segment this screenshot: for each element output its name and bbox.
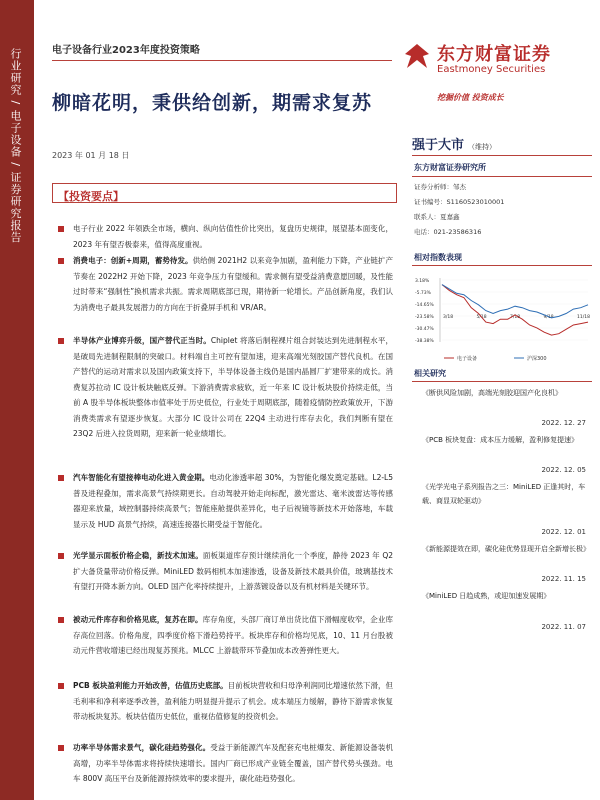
bullet-icon (58, 475, 64, 481)
index-divider (412, 265, 592, 266)
y-tick-label: -38.38% (415, 339, 434, 344)
paragraph-text: 电动化渗透率超 30%，为智能化爆发奠定基础。L2-L5 普及进程叠加，需求高景气持续期更长。自动驾驶开始走向标配，激光雷达、毫米波雷达等传感器迎来放量，域控制器持续高景气；智能座舱提供差异化，电子后视镜等新技术开始落地，车载显示及 HUD 高景气持续，高速连接器长期受益于智能化。 (73, 473, 393, 529)
paragraph-text: 电子行业 2022 年领跌全市场，横向、纵向估值性价比突出，复盘历史规律，展望基本面变化，2023 年有望否极泰来，值得高度重视。 (73, 224, 393, 249)
bullet-icon (58, 745, 64, 751)
related-divider (412, 381, 592, 382)
relative-index-chart (414, 272, 592, 372)
paragraph-bold: 汽车智能化有望接棒电动化进入黄金期。 (73, 473, 210, 482)
legend-label: 沪深300 (527, 356, 547, 362)
x-tick-label: 3/18 (443, 315, 454, 320)
bullet-icon (58, 553, 64, 559)
paragraph-5 (58, 612, 393, 659)
related-date-1: 2022. 12. 05 (541, 466, 586, 474)
rating-note: （维持） (468, 143, 497, 151)
related-item-4[interactable]: 《MiniLED 日趋成熟，或迎加速发展期》 (422, 592, 551, 600)
institute-divider (412, 176, 592, 177)
paragraph-text: Chiplet 将落后制程裸片组合封装达到先进制程水平，是破局先进制程限制的突破口。材料端自主可控有望加速，迎来高端光刻胶国产替代良机。在国产替代的运动对需求以及国内政策支持下，半导体设备主线仍是国内晶圆厂扩建带来的成长。消费复苏拉动 IC 设计板块触底反弹。下游消费需求疲软，近一年来 IC 设计板块股价持续走低，当前 A 股半导体板块整体市值率处于历史低位，行业处于周期底部，随着疫情防控政策放开，下游消费类需求有望逐步恢复。大部分 IC 设计公司在 22Q4 主动进行库存去化，我们判断有望在 23Q2 后进入拉货周期，迎来新一轮业绩增长。 (73, 336, 394, 438)
left-band (0, 0, 34, 800)
paragraph-text: 受益于新能源汽车及配套充电桩爆发、新能源设备装机高增，功率半导体需求将持续快速增长。国内厂商已形成产业链全覆盖，国产替代势头强劲。电车 800V 高压平台及新能源持续效率的要求提升，碳化硅趋势强化。 (73, 743, 394, 783)
rating-value: 强于大市 (412, 138, 465, 153)
x-tick-label: 11/18 (577, 315, 590, 320)
rating (412, 134, 496, 153)
related-title: 相关研究 (414, 369, 446, 378)
logo-mark-icon (403, 42, 431, 70)
paragraph-text: 库存角度，头部厂商订单出货比值下滑幅度收窄，企业库存高位回落。价格角度，四季度价格下滑趋势持平。板块库存和价格均见底，10、11 月台股被动元件营收增速已经出现复苏预兆。MLCC 上游载带环节叠加成本改善弹性更大。 (73, 615, 394, 655)
section-title: 【投资要点】 (58, 190, 124, 203)
legend-label: 电子设备 (457, 356, 478, 362)
related-item-2[interactable]: 《光学光电子系列报告之三：MiniLED 正逢其时，车载、商显双轮驱动》 (422, 483, 586, 505)
paragraph-6 (58, 678, 393, 725)
series-line-沪深300 (442, 285, 588, 318)
analyst: 证券分析师：邹杰 (414, 183, 466, 191)
paragraph-text: 目前板块营收和归母净利润同比增速依然下滑，但毛利率和净利率逐季改善，盈利能力明显提升提示了机会。成本端压力缓解，静待下游需求恢复带动板块复苏。板块估值历史低位，重视估值修复的投资机会。 (73, 681, 394, 721)
paragraph-bold: 半导体产业博弈升级，国产替代正当时。 (73, 336, 211, 345)
related-date-0: 2022. 12. 27 (541, 419, 586, 427)
logo-english-name: Eastmoney Securities (437, 64, 546, 75)
y-tick-label: -14.65% (415, 303, 434, 308)
logo-chinese-name: 东方财富证券 (437, 44, 551, 65)
paragraph-7 (58, 740, 393, 787)
bullet-icon (58, 258, 64, 264)
paragraph-4 (58, 548, 393, 595)
related-date-3: 2022. 11. 15 (541, 575, 586, 583)
logo-slogan: 挖掘价值 投资成长 (437, 93, 504, 102)
bullet-icon (58, 683, 64, 689)
paragraph-3 (58, 470, 393, 532)
y-tick-label: -5.73% (415, 291, 431, 296)
paragraph-0 (58, 221, 393, 252)
related-item-1[interactable]: 《PCB 板块复盘：成本压力缓解，盈利修复提速》 (422, 436, 579, 444)
related-date-2: 2022. 12. 01 (541, 528, 586, 536)
y-tick-label: -30.47% (415, 327, 434, 332)
bullet-icon (58, 617, 64, 623)
paragraph-bold: 光学显示面板价格企稳，新技术加速。 (73, 551, 203, 560)
related-item-3[interactable]: 《新能源提效在即，碳化硅优势显现开启全新增长极》 (422, 545, 590, 553)
paragraph-bold: 功率半导体需求景气，碳化硅趋势强化。 (73, 743, 211, 752)
x-tick-label: 5/18 (476, 315, 487, 320)
bullet-icon (58, 338, 64, 344)
phone: 电话：021-23586316 (414, 228, 482, 236)
related-item-0[interactable]: 《断供风险加剧，高端光刻胶迎国产化良机》 (422, 389, 562, 397)
report-subtitle: 电子设备行业2023年度投资策略 (52, 45, 200, 56)
paragraph-2 (58, 333, 393, 442)
y-tick-label: 3.18% (415, 279, 430, 284)
index-title: 相对指数表现 (414, 253, 462, 262)
paragraph-text: 供给侧 2021H2 以来竞争加剧，盈利能力下降，产业链扩产节奏在 2022H2 开始下降，2023 年竞争压力有望缓和。需求侧有望受益消费意愿回暖，及性能过时带来“强制性”换机需求共振。需求周期底部已现，期待新一轮增长。产品创新角度，我们认为消费电子最具发展潜力的方向在于折叠屏手机和 VR/AR。 (73, 256, 393, 312)
x-tick-label: 7/18 (510, 315, 521, 320)
paragraph-1 (58, 253, 393, 315)
rating-divider (412, 155, 592, 156)
institute-name: 东方财富证券研究所 (414, 163, 486, 172)
paragraph-bold: 消费电子：创新+周期，蓄势待发。 (73, 256, 193, 265)
related-date-4: 2022. 11. 07 (541, 623, 586, 631)
header-divider (52, 60, 392, 61)
report-title: 柳暗花明，秉供给创新，期需求复苏 (52, 92, 373, 114)
certificate-number: 证书编号：S1160523010001 (414, 198, 505, 206)
category-vertical-label: 行业研究 / 电子设备 / 证券研究报告 (9, 48, 22, 244)
paragraph-bold: PCB 板块盈利能力开始改善，估值历史底部。 (73, 681, 228, 690)
paragraph-bold: 被动元件库存和价格见底，复苏在即。 (73, 615, 203, 624)
report-date: 2023 年 01 月 18 日 (52, 151, 130, 160)
y-tick-label: -23.58% (415, 315, 434, 320)
bullet-icon (58, 226, 64, 232)
paragraph-text: 面板渠道库存预计继续消化一个季度，静待 2023 年 Q2 扩大备货量带动价格反弹。MiniLED 数码相机本加速渗透，设备及新技术最具价值，玻璃基技术有望打开降本新方向。OLED 国产化率持续提升，上游蒸镀设备以及有机材料是关键环节。 (73, 551, 393, 591)
company-logo (403, 40, 593, 78)
x-tick-label: 9/18 (543, 315, 554, 320)
contact-person: 联系人：夏嘉鑫 (414, 213, 460, 221)
